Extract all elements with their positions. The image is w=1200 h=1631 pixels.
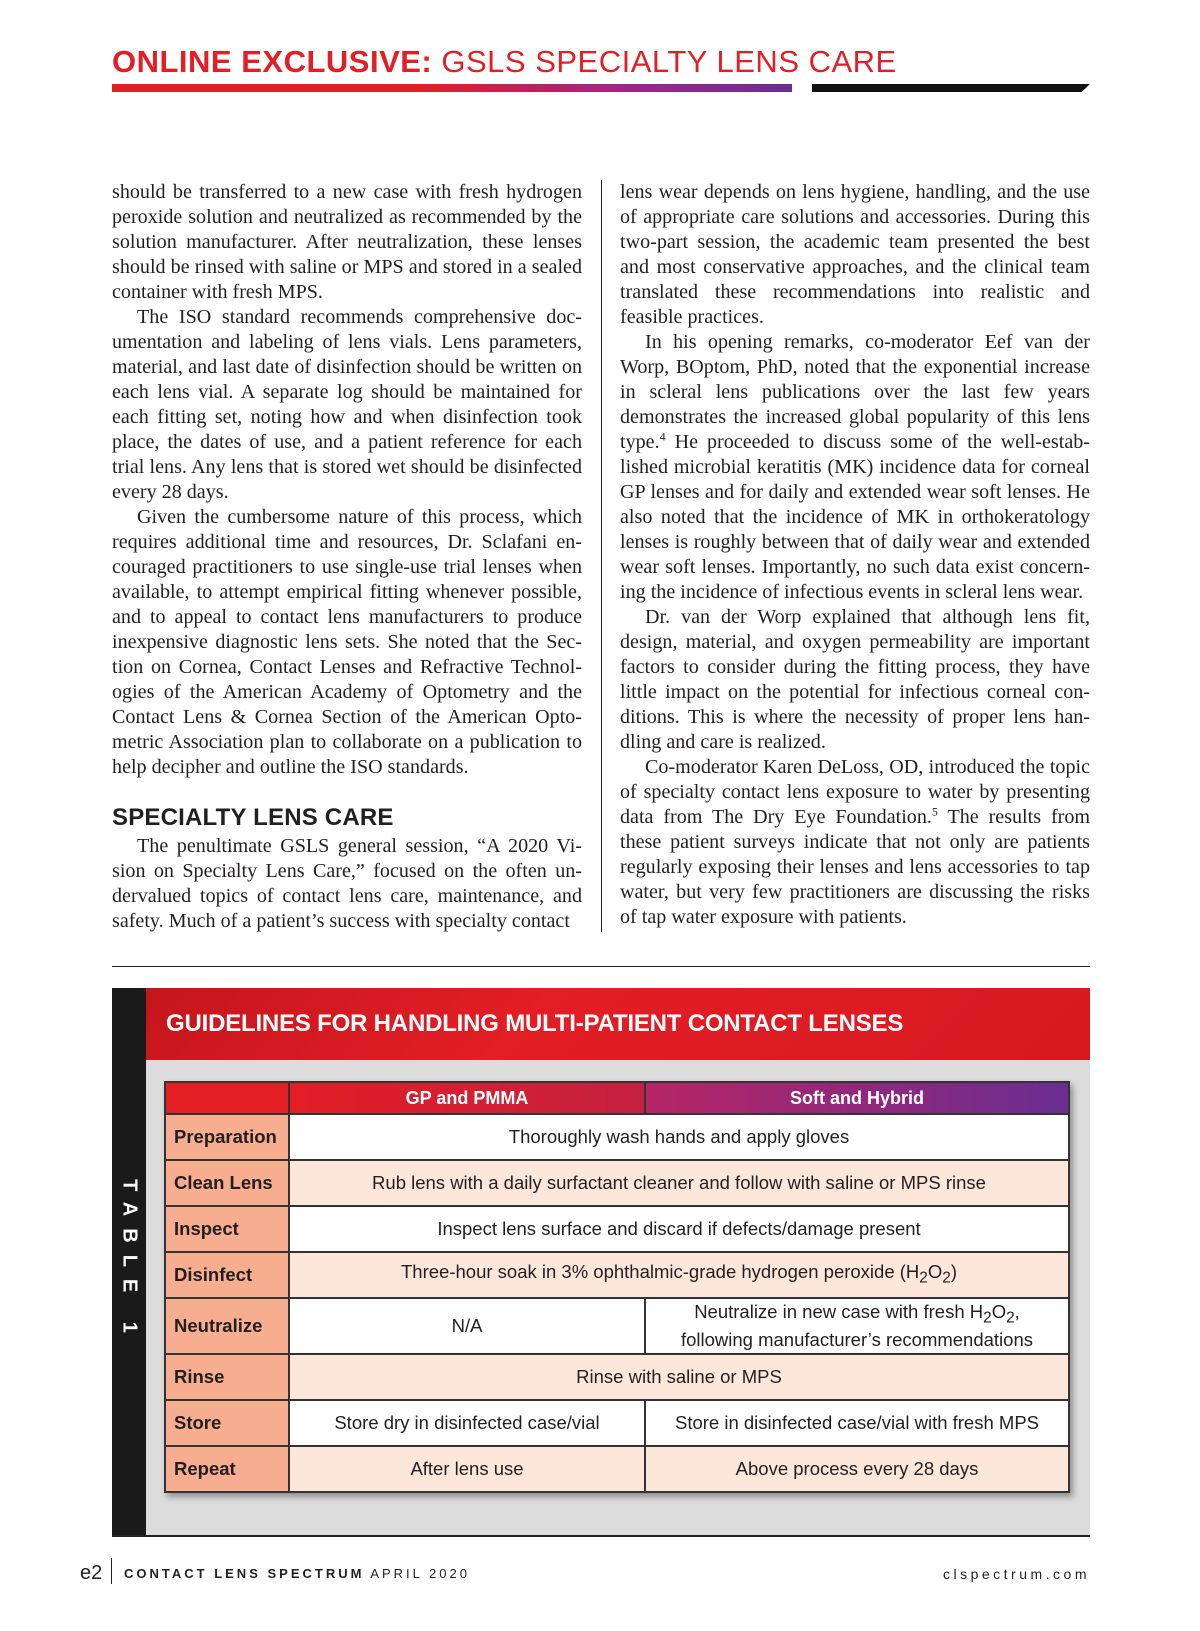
issue-date: APRIL 2020 <box>364 1566 470 1581</box>
text-run: O <box>927 1260 943 1282</box>
header-cell-soft-hybrid: Soft and Hybrid <box>645 1082 1069 1114</box>
subscript: 2 <box>919 1269 928 1287</box>
page-number: e2 <box>80 1562 103 1584</box>
section-heading: SPECIALTY LENS CARE <box>112 804 394 831</box>
section-header <box>112 44 897 80</box>
table-cell: Thoroughly wash hands and apply gloves <box>289 1114 1069 1160</box>
table-row <box>165 1114 1069 1160</box>
footer-publication <box>124 1566 470 1581</box>
row-label-inspect: Inspect <box>165 1206 289 1252</box>
table-title: GUIDELINES FOR HANDLING MULTI-PATIENT CONTACT LENSES <box>166 1010 904 1037</box>
text-run: , <box>1014 1300 1020 1322</box>
footer-divider <box>111 1558 112 1584</box>
paragraph: The ISO standard recommends comprehensive documentation and labeling of lens vials. Lens parameters, material, and last date of disinfection should be written on each lens vial. A separate log should be maintained for each fitting set, noting how and when disinfection took place, the dates of use, and a patient reference for each trial lens. Any lens that is stored wet should be disinfected every 28 days. <box>112 306 582 503</box>
table-row <box>165 1400 1069 1446</box>
footer-website: clspectrum.com <box>942 1566 1090 1582</box>
paragraph: lens wear depends on lens hygiene, handling, and the use of appropriate care solutions and accessories. During this two-part session, the academic team presented the best and most conservative approaches, and the clinical team translated these recommendations into realistic and feasible practices. <box>620 181 1090 328</box>
table-cell: Rinse with saline or MPS <box>289 1354 1069 1400</box>
table-cell: Above process every 28 days <box>645 1446 1069 1492</box>
text-run: The results from these patient surveys indicate that not only are patients regularly exposing their lenses and lens accessories to tap water, but very few practitioners are discussing the risks of tap water exposure with patients. <box>620 806 1090 928</box>
subscript: 2 <box>983 1309 992 1327</box>
reference-number: 4 <box>659 429 666 444</box>
header-black-rule <box>812 84 1090 92</box>
right-column <box>620 180 1090 930</box>
left-column <box>112 180 582 934</box>
table-cell: After lens use <box>289 1446 645 1492</box>
table-row <box>165 1354 1069 1400</box>
paragraph <box>620 755 1090 930</box>
text-run: following manufacturer’s recommendations <box>680 1329 1033 1351</box>
row-label-preparation: Preparation <box>165 1114 289 1160</box>
table-cell: N/A <box>289 1298 645 1354</box>
table-cell <box>289 1252 1069 1298</box>
table-row <box>165 1252 1069 1298</box>
reference-number: 5 <box>931 804 938 819</box>
header-gradient-rule <box>112 84 792 92</box>
table-cell <box>645 1298 1069 1354</box>
header-label-rest: GSLS SPECIALTY LENS CARE <box>432 44 897 79</box>
table-cell: Inspect lens surface and discard if defects/damage present <box>289 1206 1069 1252</box>
table-row <box>165 1206 1069 1252</box>
magazine-name: CONTACT LENS SPECTRUM <box>124 1566 365 1581</box>
text-run: ) <box>950 1260 957 1282</box>
row-label-store: Store <box>165 1400 289 1446</box>
header-cell-gp-pmma: GP and PMMA <box>289 1082 645 1114</box>
paragraph: The penultimate GSLS general session, “A 2020 Vision on Specialty Lens Care,” focused on the often undervalued topics of contact lens care, maintenance, and safety. Much of a patient’s success with specialty contact <box>112 835 582 932</box>
table-cell: Rub lens with a daily surfactant cleaner and follow with saline or MPS rinse <box>289 1160 1069 1206</box>
table-cell: Store in disinfected case/vial with fresh MPS <box>645 1400 1069 1446</box>
text-run: Three-hour soak in 3% ophthalmic-grade hydrogen peroxide (H <box>401 1260 920 1282</box>
row-label-clean-lens: Clean Lens <box>165 1160 289 1206</box>
column-divider <box>601 180 602 932</box>
text-run: In his opening remarks, co-moderator Eef van der Worp, BOptom, PhD, noted that the exponential increase in scleral lens publications over the last few years demonstrates the increased global popularity of this lens type. <box>620 331 1090 453</box>
subscript: 2 <box>942 1269 951 1287</box>
header-cell-blank <box>165 1082 289 1114</box>
row-label-neutralize: Neutralize <box>165 1298 289 1354</box>
text-run: O <box>991 1300 1007 1322</box>
row-label-rinse: Rinse <box>165 1354 289 1400</box>
table-row <box>165 1446 1069 1492</box>
table-side-label-text: TABLE 1 <box>118 1179 141 1345</box>
table-top-rule <box>112 966 1090 967</box>
text-run: He proceeded to discuss some of the well-established microbial keratitis (MK) incidence data for corneal GP lenses and for daily and extended wear soft lenses. He also noted that the incidence of MK in orthokeratology lenses is roughly between that of daily wear and extended wear soft lenses. Importantly, no such data exist concerning the incidence of infectious events in scleral lens wear. <box>620 431 1090 603</box>
guidelines-table <box>164 1081 1070 1493</box>
subscript: 2 <box>1006 1309 1015 1327</box>
paragraph <box>620 330 1090 605</box>
table-header-row <box>165 1082 1069 1114</box>
paragraph: Given the cumbersome nature of this process, which requires additional time and resources, Dr. Sclafani encouraged practitioners to use single-use trial lenses when available, to attempt empirical fitting whenever possible, and to appeal to contact lens manufacturers to produce inexpensive diagnostic lens sets. She noted that the Section on Cornea, Contact Lenses and Refractive Technologies of the American Academy of Optometry and the Contact Lens & Cornea Section of the American Optometric Association plan to collaborate on a publication to help decipher and outline the ISO standards. <box>112 506 582 778</box>
row-label-repeat: Repeat <box>165 1446 289 1492</box>
paragraph: Dr. van der Worp explained that although lens fit, design, material, and oxygen permeability are important factors to consider during the fitting process, they have little impact on the potential for infectious corneal conditions. This is where the necessity of proper lens handling and care is realized. <box>620 606 1090 753</box>
paragraph: should be transferred to a new case with fresh hydrogen peroxide solution and neutralized as recommended by the solution manufacturer. After neutralization, these lenses should be rinsed with saline or MPS and stored in a sealed container with fresh MPS. <box>112 181 582 303</box>
text-run: Neutralize in new case with fresh H <box>694 1300 984 1322</box>
table-row <box>165 1298 1069 1354</box>
table-bottom-rule <box>112 1535 1090 1537</box>
header-label-bold: ONLINE EXCLUSIVE: <box>112 44 433 79</box>
table-cell: Store dry in disinfected case/vial <box>289 1400 645 1446</box>
row-label-disinfect: Disinfect <box>165 1252 289 1298</box>
table-row <box>165 1160 1069 1206</box>
text-run: Co-moderator Karen DeLoss, OD, introduced the topic of specialty contact lens exposure to water by presenting data from The Dry Eye Foundation. <box>620 756 1090 828</box>
